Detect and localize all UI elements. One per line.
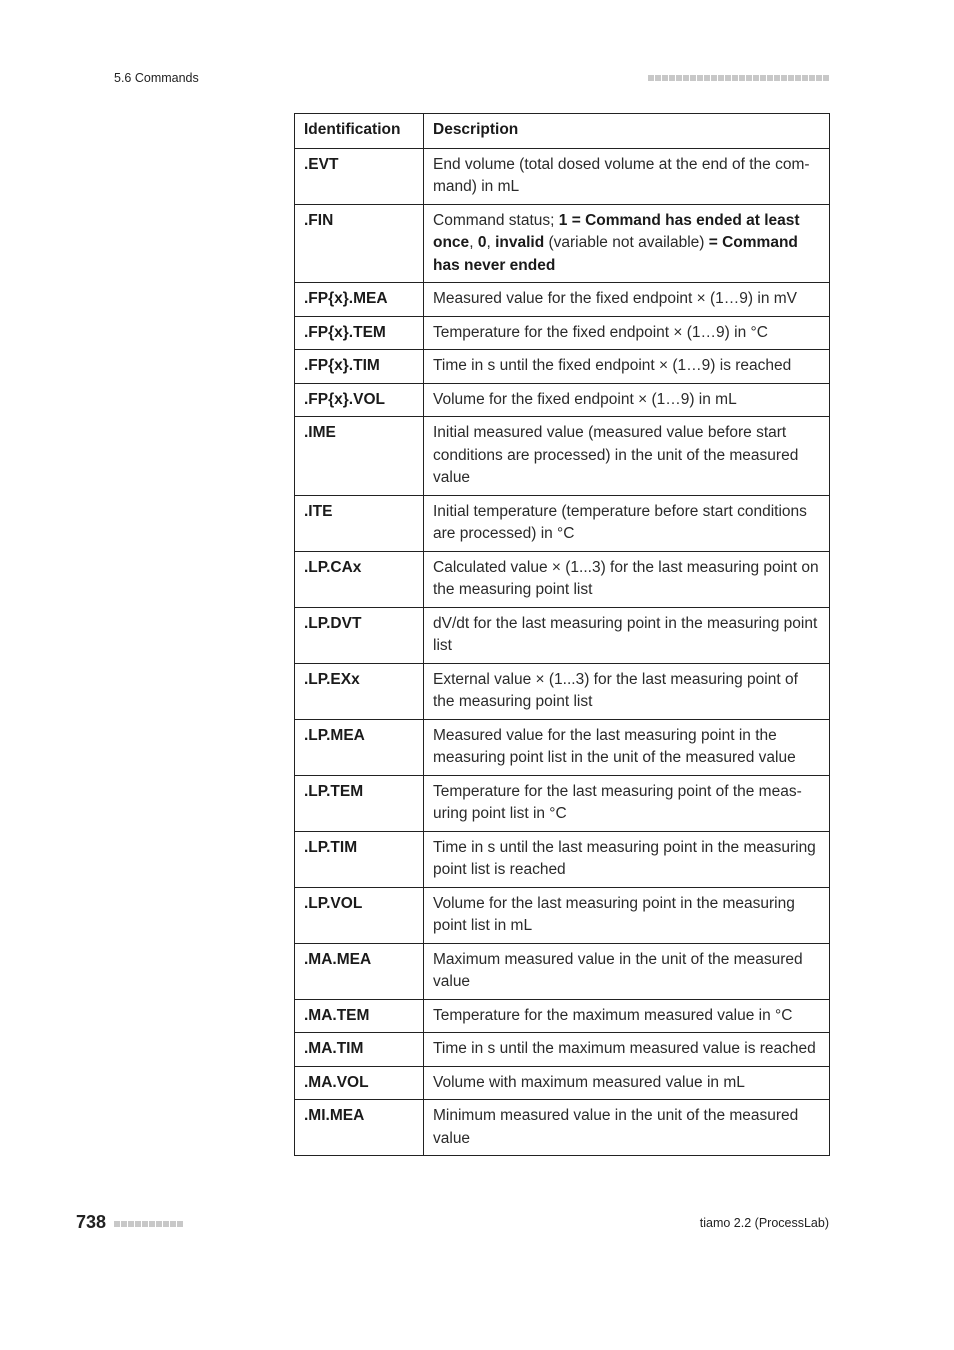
- table-row: [295, 663, 830, 719]
- variable-description: Minimum measured value in the unit of the measured value: [424, 1100, 830, 1156]
- table-row: [295, 283, 830, 317]
- page-number: 738: [76, 1212, 107, 1232]
- table-row: [295, 350, 830, 384]
- variable-identification: .FP{x}.MEA: [295, 283, 424, 317]
- variable-identification: .FIN: [295, 204, 424, 283]
- table-row: [295, 204, 830, 283]
- variable-identification: .MI.MEA: [295, 1100, 424, 1156]
- variable-identification: .FP{x}.VOL: [295, 383, 424, 417]
- table-row: [295, 607, 830, 663]
- variable-identification: .MA.VOL: [295, 1066, 424, 1100]
- variable-identification: .ITE: [295, 495, 424, 551]
- variable-identification: .MA.MEA: [295, 943, 424, 999]
- description-text: (variable not available): [544, 234, 709, 251]
- table-row: [295, 1100, 830, 1156]
- table-row: [295, 383, 830, 417]
- description-text: ,: [469, 234, 478, 251]
- table-row: [295, 1033, 830, 1067]
- variable-description: Temperature for the last measuring point of the meas-uring point list in °C: [424, 775, 830, 831]
- variable-identification: .LP.DVT: [295, 607, 424, 663]
- command-variables-table: [294, 113, 830, 1156]
- variable-description: dV/dt for the last measuring point in the measuring point list: [424, 607, 830, 663]
- column-header-identification: Identification: [295, 114, 424, 149]
- table-header-row: [295, 114, 830, 149]
- variable-description: Initial temperature (temperature before start conditions are processed) in °C: [424, 495, 830, 551]
- variable-description: Temperature for the maximum measured value in °C: [424, 999, 830, 1033]
- variable-description: [424, 204, 830, 283]
- description-emphasis: = Command has never ended: [433, 234, 798, 274]
- variable-description: Volume for the fixed endpoint × (1…9) in mL: [424, 383, 830, 417]
- table-row: [295, 831, 830, 887]
- table-row: [295, 417, 830, 496]
- variable-description: End volume (total dosed volume at the end of the com-mand) in mL: [424, 148, 830, 204]
- table-row: [295, 775, 830, 831]
- variable-description: Volume with maximum measured value in mL: [424, 1066, 830, 1100]
- table-row: [295, 719, 830, 775]
- variable-description: Temperature for the fixed endpoint × (1…9) in °C: [424, 316, 830, 350]
- table-row: [295, 316, 830, 350]
- header-decoration-dots: [648, 75, 829, 81]
- description-text: Command status;: [433, 211, 559, 229]
- table-row: [295, 495, 830, 551]
- variable-description: External value × (1...3) for the last measuring point of the measuring point list: [424, 663, 830, 719]
- variable-identification: .LP.EXx: [295, 663, 424, 719]
- table-body: [295, 148, 830, 1156]
- table-row: [295, 943, 830, 999]
- variable-identification: .FP{x}.TEM: [295, 316, 424, 350]
- variable-description: Time in s until the last measuring point in the measuring point list is reached: [424, 831, 830, 887]
- description-text: ,: [486, 234, 496, 251]
- variable-identification: .LP.TEM: [295, 775, 424, 831]
- column-header-description: Description: [424, 114, 830, 149]
- variable-identification: .MA.TEM: [295, 999, 424, 1033]
- section-title: 5.6 Commands: [114, 71, 199, 85]
- variable-description: Calculated value × (1...3) for the last measuring point on the measuring point list: [424, 551, 830, 607]
- variable-identification: .LP.TIM: [295, 831, 424, 887]
- variable-description: Volume for the last measuring point in the measuring point list in mL: [424, 887, 830, 943]
- variable-identification: .MA.TIM: [295, 1033, 424, 1067]
- variable-description: Time in s until the maximum measured value is reached: [424, 1033, 830, 1067]
- variable-identification: .IME: [295, 417, 424, 496]
- table-row: [295, 999, 830, 1033]
- description-emphasis: 1 = Command has ended at least once: [433, 211, 800, 251]
- variable-identification: .LP.CAx: [295, 551, 424, 607]
- table-row: [295, 1066, 830, 1100]
- description-emphasis: 0: [477, 234, 487, 251]
- variable-description: Maximum measured value in the unit of the measured value: [424, 943, 830, 999]
- table-row: [295, 887, 830, 943]
- variable-identification: .FP{x}.TIM: [295, 350, 424, 384]
- description-emphasis: invalid: [495, 234, 545, 251]
- variable-identification: .LP.VOL: [295, 887, 424, 943]
- product-name: tiamo 2.2 (ProcessLab): [699, 1216, 829, 1230]
- variable-description: Time in s until the fixed endpoint × (1…9) is reached: [424, 350, 830, 384]
- variable-identification: .EVT: [295, 148, 424, 204]
- variable-description: Measured value for the fixed endpoint × (1…9) in mV: [424, 283, 830, 317]
- variable-description: Initial measured value (measured value before start conditions are processed) in the unit of the measured value: [424, 417, 830, 496]
- variable-identification: .LP.MEA: [295, 719, 424, 775]
- table-row: [295, 551, 830, 607]
- variable-description: Measured value for the last measuring point in the measuring point list in the unit of the measured value: [424, 719, 830, 775]
- table-row: [295, 148, 830, 204]
- footer-decoration-dots: [114, 1221, 183, 1227]
